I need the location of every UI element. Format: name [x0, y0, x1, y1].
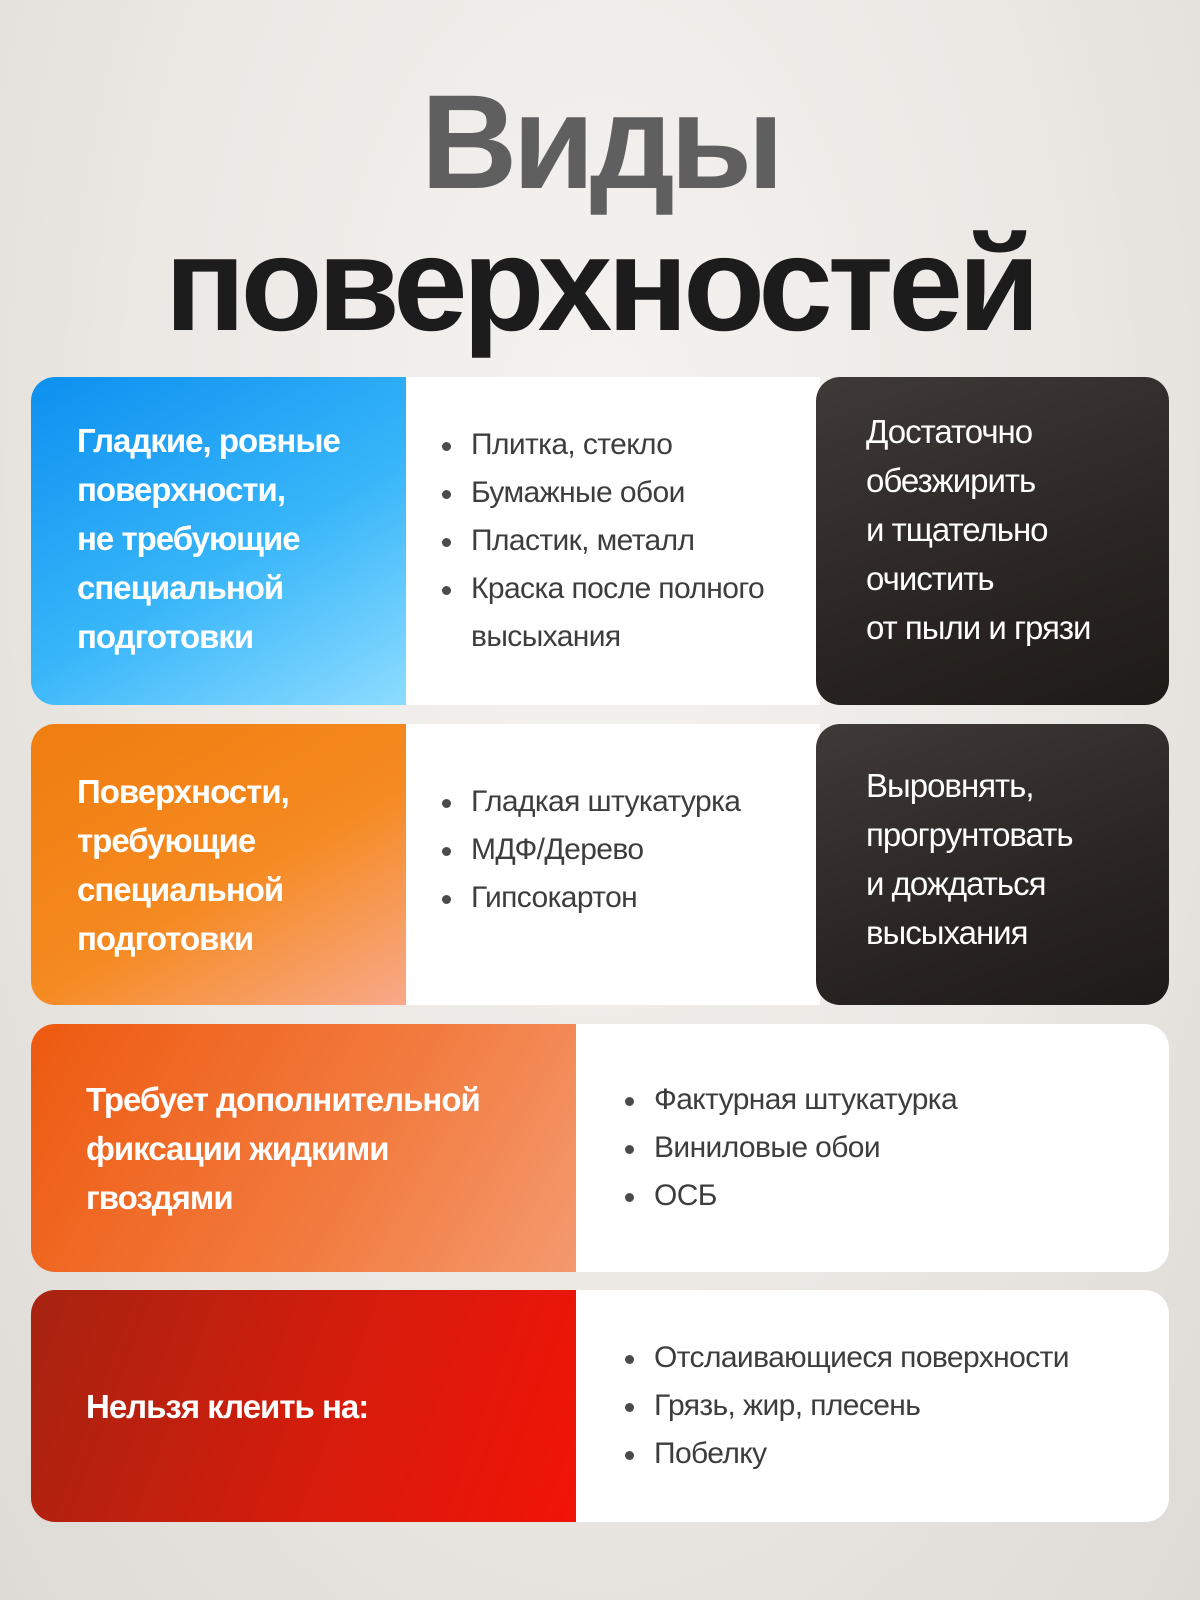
category-line: фиксации жидкими — [86, 1129, 389, 1167]
surface-list-forbidden — [576, 1290, 1169, 1522]
surface-row-fixation — [31, 1024, 1169, 1272]
action-line: и тщательно — [866, 511, 1048, 548]
list-item: Отслаивающиеся поверхности — [621, 1334, 1069, 1382]
surface-row-prep — [31, 724, 1169, 1005]
list-item: ОСБ — [621, 1172, 957, 1220]
category-line: специальной — [77, 870, 284, 908]
action-line: обезжирить — [866, 462, 1036, 499]
category-line: Гладкие, ровные — [77, 421, 340, 459]
category-card-forbidden — [31, 1290, 576, 1522]
category-line: специальной — [77, 568, 284, 606]
category-line: требующие — [77, 821, 256, 859]
category-line: Требует дополнительной — [86, 1080, 480, 1118]
surface-row-forbidden — [31, 1290, 1169, 1522]
action-line: прогрунтовать — [866, 816, 1073, 853]
category-line: гвоздями — [86, 1178, 233, 1216]
category-line: Нельзя клеить на: — [86, 1387, 369, 1425]
list-item: Фактурная штукатурка — [621, 1076, 957, 1124]
category-line: поверхности, — [77, 470, 285, 508]
list-item: Краска после полного — [438, 565, 764, 613]
category-line: Поверхности, — [77, 772, 289, 810]
list-item: Побелку — [621, 1430, 1069, 1478]
surface-list-prep — [406, 724, 820, 1005]
list-item: Грязь, жир, плесень — [621, 1382, 1069, 1430]
page-title-line-1: Виды — [420, 68, 780, 217]
list-item: Бумажные обои — [438, 469, 764, 517]
action-line: Выровнять, — [866, 767, 1034, 804]
category-line: подготовки — [77, 919, 254, 957]
list-item: Виниловые обои — [621, 1124, 957, 1172]
category-line: не требующие — [77, 519, 300, 557]
list-item: МДФ/Дерево — [438, 826, 740, 874]
list-item: Плитка, стекло — [438, 421, 764, 469]
action-line: Достаточно — [866, 413, 1033, 450]
category-card-prep — [31, 724, 406, 1005]
list-item: Гладкая штукатурка — [438, 778, 740, 826]
list-item: Пластик, металл — [438, 517, 764, 565]
action-line: высыхания — [866, 914, 1028, 951]
action-card-prep — [816, 724, 1169, 1005]
category-line: подготовки — [77, 617, 254, 655]
surface-list-smooth — [406, 377, 820, 705]
category-card-smooth — [31, 377, 406, 705]
surface-list-fixation — [576, 1024, 1169, 1272]
list-item-continuation: высыхания — [471, 620, 621, 653]
action-card-smooth — [816, 377, 1169, 705]
action-line: и дождаться — [866, 865, 1046, 902]
surface-row-smooth — [31, 377, 1169, 705]
page-title-line-2: поверхностей — [164, 210, 1036, 359]
action-line: от пыли и грязи — [866, 609, 1091, 646]
action-line: очистить — [866, 560, 994, 597]
list-item: Гипсокартон — [438, 874, 740, 922]
page-title — [0, 68, 1200, 359]
category-card-fixation — [31, 1024, 576, 1272]
